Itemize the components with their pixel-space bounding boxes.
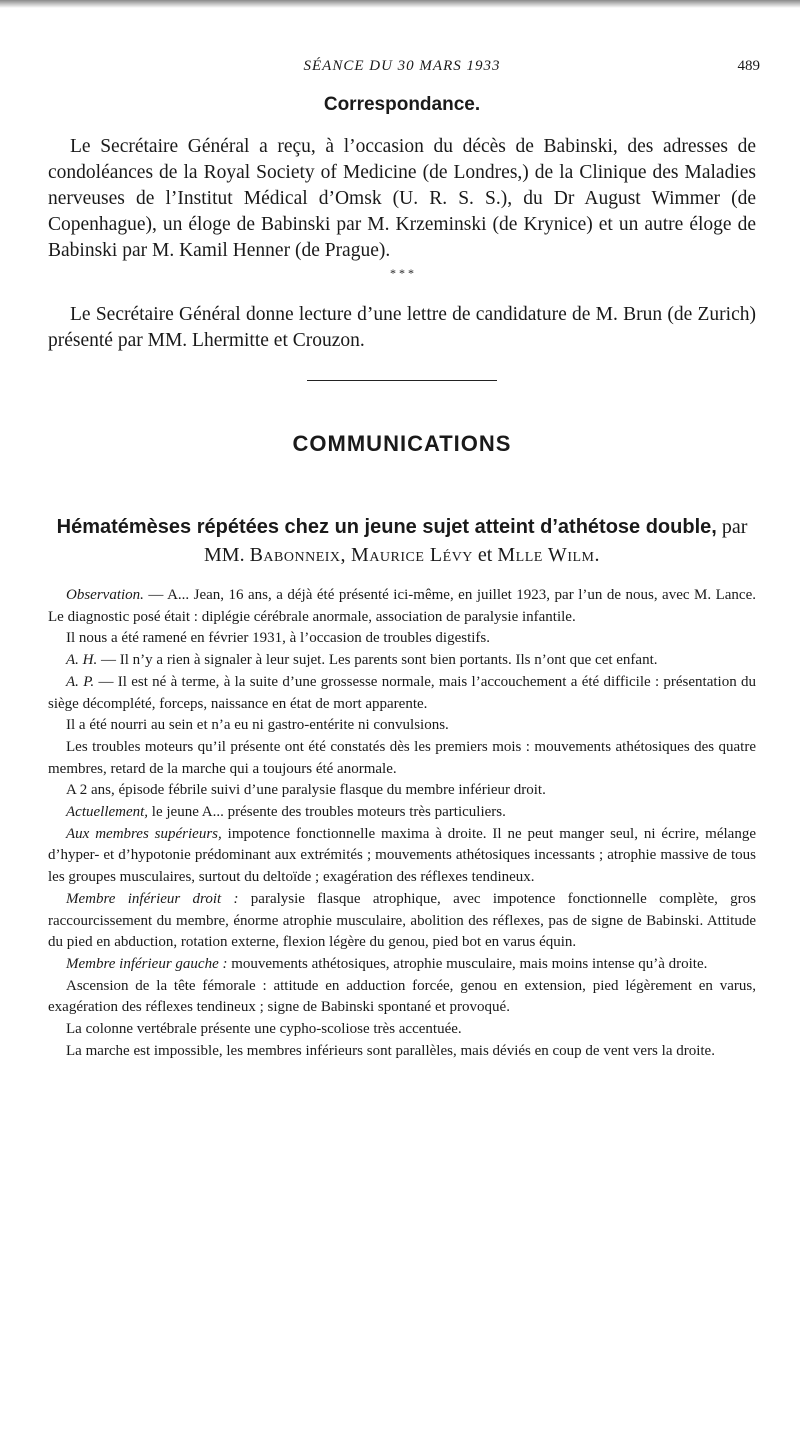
horizontal-rule bbox=[307, 380, 497, 381]
paragraph-lead: Actuellement, bbox=[66, 804, 149, 821]
running-head: SÉANCE DU 30 MARS 1933 bbox=[303, 58, 501, 74]
observation-paragraph bbox=[48, 650, 756, 672]
paragraph-text: — A... Jean, 16 ans, a déjà été présenté ici-même, en juillet 1923, par l’un de nous, avec M. Lance. Le diagnostic posé était : diplégie cérébrale anormale, association de paralysie infantile. bbox=[48, 587, 756, 625]
article-heading bbox=[48, 513, 756, 569]
observation-paragraph bbox=[48, 672, 756, 715]
paragraph-text: — Il n’y a rien à signaler à leur sujet. Les parents sont bien portants. Ils n’ont que cet enfant. bbox=[97, 652, 658, 669]
observation-paragraph bbox=[48, 737, 756, 780]
paragraph-text: le jeune A... présente des troubles moteurs très particuliers. bbox=[148, 804, 506, 821]
page bbox=[48, 58, 760, 1062]
paragraph-text: impotence fonctionnelle maxima à droite. Il ne peut manger seul, ni écrire, mélange d’hyper- et d’hypotonie prédominant aux extrémités ; mouvements athétosiques incessants ; atrophie massive de tous les groupes musculaires, surtout du deltoïde ; exagération des réflexes tendineux. bbox=[48, 825, 756, 886]
article-par: par MM. bbox=[204, 516, 748, 566]
paragraph-text: Ascension de la tête fémorale : attitude en adduction forcée, genou en extension, pied légèrement en varus, exagération des réflexes tendineux ; signe de Babinski spontané et provoqué. bbox=[48, 977, 756, 1016]
author-babonneix: Babonneix, bbox=[249, 544, 347, 566]
paragraph-lead: Aux membres supérieurs, bbox=[66, 825, 222, 842]
paragraph-text: Il a été nourri au sein et n’a eu ni gastro-entérite ni convulsions. bbox=[66, 717, 449, 734]
author-maurice-levy: Maurice Lévy bbox=[351, 544, 473, 566]
section-title-correspondance: Correspondance. bbox=[323, 94, 481, 115]
article-title: Hématémèses répétées chez un jeune sujet atteint d’athétose double, bbox=[56, 516, 717, 538]
paragraph-text: La colonne vertébrale présente une cypho-scoliose très accentuée. bbox=[66, 1021, 462, 1038]
observation-paragraph bbox=[48, 824, 756, 889]
paragraph-text: mouvements athétosiques, atrophie musculaire, mais moins intense qu’à droite. bbox=[227, 955, 708, 972]
observation-paragraph bbox=[48, 889, 756, 954]
page-number: 489 bbox=[737, 58, 760, 74]
observation-paragraph bbox=[48, 976, 756, 1019]
observation-paragraph bbox=[48, 1019, 756, 1041]
observation-body bbox=[48, 585, 756, 1062]
paragraph-text: paralysie flasque atrophique, avec impotence fonctionnelle complète, gros raccourcissement du membre, énorme atrophie musculaire, abolition des réflexes, pas de signe de Babinski. Attitude du pied en abduction, rotation externe, flexion légère du genou, pied bot en varus équin. bbox=[48, 890, 757, 951]
observation-paragraph bbox=[48, 628, 756, 650]
asterism-separator: * * * bbox=[390, 266, 414, 280]
observation-paragraph bbox=[48, 585, 756, 628]
author-conjunction: et bbox=[477, 544, 493, 566]
paragraph-text: Les troubles moteurs qu’il présente ont été constatés dès les premiers mois : mouvements athétosiques des quatre membres, retard de la marche qui a toujours été anormale. bbox=[48, 738, 756, 777]
communications-heading: COMMUNICATIONS bbox=[292, 431, 512, 456]
paragraph-lead: Observation. bbox=[66, 587, 144, 603]
paragraph-lead: A. H. bbox=[66, 652, 98, 669]
paragraph-text: La marche est impossible, les membres inférieurs sont parallèles, mais déviés en coup de vent vers la droite. bbox=[66, 1042, 715, 1059]
running-header bbox=[48, 58, 760, 88]
paragraph-text: A 2 ans, épisode fébrile suivi d’une paralysie flasque du membre inférieur droit. bbox=[66, 782, 546, 799]
paragraph-text: Il nous a été ramené en février 1931, à l’occasion de troubles digestifs. bbox=[66, 630, 491, 647]
paragraph-text: — Il est né à terme, à la suite d’une grossesse normale, mais l’accouchement a été difficile : présentation du siège décomplété, forceps, naissance en état de mort apparente. bbox=[48, 673, 756, 712]
correspondance-paragraph-1: Le Secrétaire Général a reçu, à l’occasion du décès de Babinski, des adresses de condoléances de la Royal Society of Medicine (de Londres,) de la Clinique des Maladies nerveuses de l’Institut Médical d’Omsk (U. R. S. S.), du Dr August Wimmer (de Copenhague), un éloge de Babinski par M. Krzeminski (de Krynice) et un autre éloge de Babinski par M. Kamil Henner (de Prague). bbox=[48, 136, 756, 261]
paragraph-lead: Membre inférieur droit : bbox=[66, 890, 239, 907]
correspondance-paragraph-2: Le Secrétaire Général donne lecture d’une lettre de candidature de M. Brun (de Zurich) présenté par MM. Lhermitte et Crouzon. bbox=[48, 304, 756, 351]
observation-paragraph bbox=[48, 1041, 756, 1063]
scan-top-edge bbox=[0, 0, 800, 8]
observation-paragraph bbox=[48, 715, 756, 737]
observation-paragraph bbox=[48, 780, 756, 802]
author-wilm: Mlle Wilm. bbox=[497, 544, 600, 566]
paragraph-lead: A. P. bbox=[66, 673, 95, 690]
observation-paragraph bbox=[48, 954, 756, 976]
paragraph-lead: Membre inférieur gauche : bbox=[66, 955, 228, 972]
observation-paragraph bbox=[48, 802, 756, 824]
